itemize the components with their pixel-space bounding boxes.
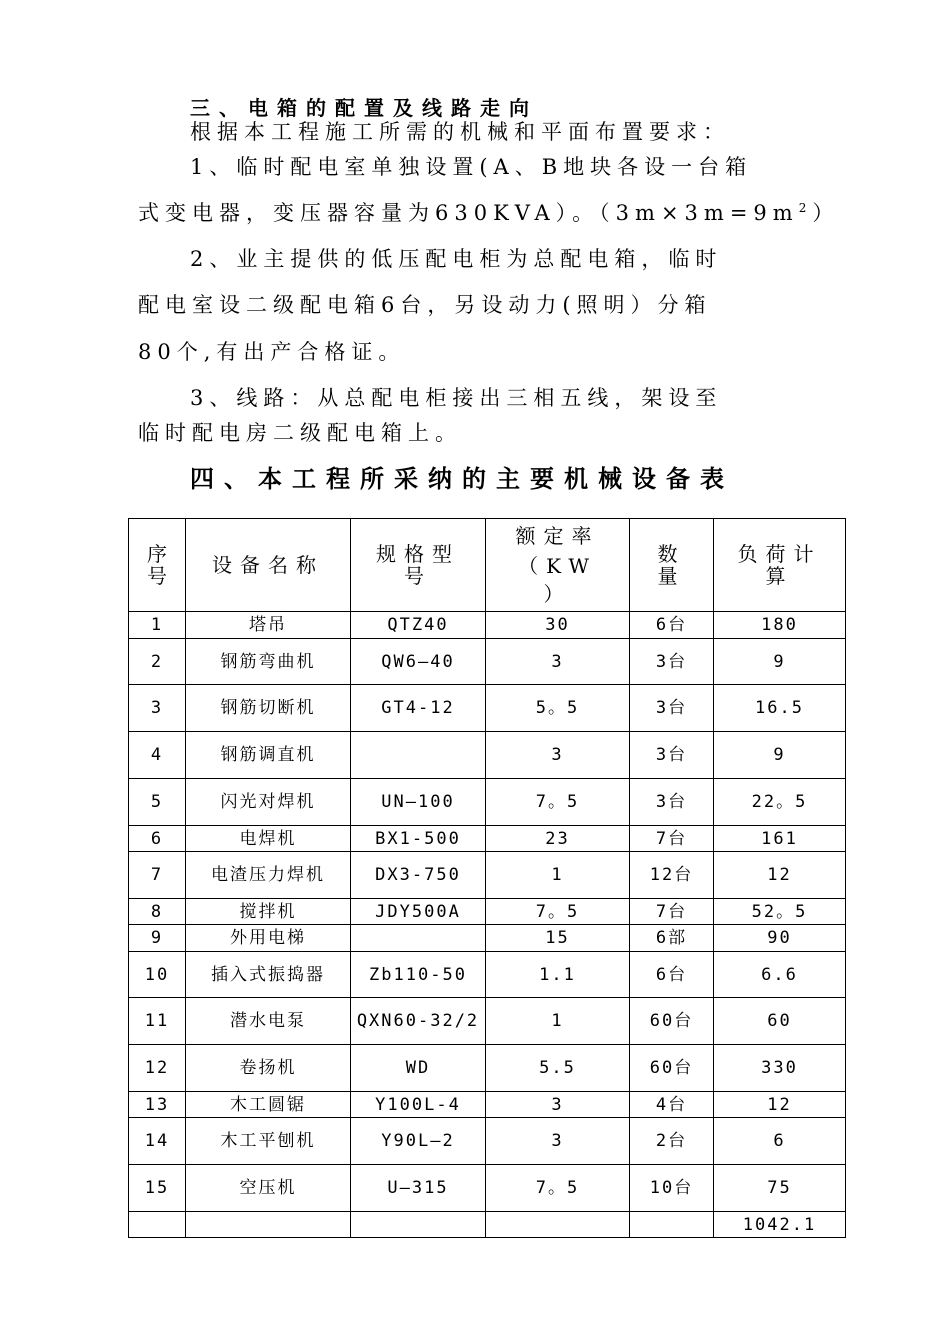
row-rate: 7。5: [486, 779, 630, 826]
item2-line2: 配电室设二级配电箱6台，另设动力(照明）分箱: [138, 293, 712, 317]
item3-line2: 临时配电房二级配电箱上。: [138, 421, 462, 445]
table-row: [129, 925, 846, 952]
row-load: 22。5: [714, 779, 846, 826]
row-qty: 6台: [630, 952, 714, 998]
table-row: [129, 1118, 846, 1165]
table-row: [129, 852, 846, 899]
row-load: 12: [714, 1092, 846, 1118]
row-model: QTZ40: [351, 612, 486, 639]
row-name: 木工平刨机: [186, 1118, 351, 1165]
row-name: 插入式振捣器: [186, 952, 351, 998]
header-no: 序号: [129, 519, 186, 612]
row-name: [186, 1212, 351, 1238]
row-name: 闪光对焊机: [186, 779, 351, 826]
row-model: QW6—40: [351, 639, 486, 685]
row-model: WD: [351, 1045, 486, 1092]
row-name: 电焊机: [186, 826, 351, 852]
row-rate: 3: [486, 1092, 630, 1118]
row-no: 14: [129, 1118, 186, 1165]
row-name: 搅拌机: [186, 899, 351, 925]
superscript: 2: [798, 201, 813, 215]
row-name: 空压机: [186, 1165, 351, 1212]
row-name: 外用电梯: [186, 925, 351, 952]
row-name: 潜水电泵: [186, 998, 351, 1045]
row-rate: 3: [486, 732, 630, 779]
table-row: [129, 952, 846, 998]
row-model: QXN60-32/2: [351, 998, 486, 1045]
row-no: [129, 1212, 186, 1238]
row-no: 15: [129, 1165, 186, 1212]
total-row: [129, 1212, 846, 1238]
row-name: 木工圆锯: [186, 1092, 351, 1118]
row-qty: 60台: [630, 998, 714, 1045]
row-model: Zb110-50: [351, 952, 486, 998]
row-load: 180: [714, 612, 846, 639]
row-model: GT4-12: [351, 685, 486, 732]
row-model: Y90L—2: [351, 1118, 486, 1165]
table-row: [129, 639, 846, 685]
section3-heading: 三、电箱的配置及线路走向: [190, 96, 538, 120]
table-row: [129, 998, 846, 1045]
table-header-row: [129, 519, 846, 612]
item1-line1: 1、临时配电室单独设置(A、B地块各设一台箱: [190, 155, 753, 179]
header-name: 设备名称: [186, 519, 351, 612]
header-rate-line2: （KW: [518, 554, 597, 578]
table-row: [129, 826, 846, 852]
table-row: [129, 1045, 846, 1092]
row-no: 2: [129, 639, 186, 685]
table-row: [129, 779, 846, 826]
row-name: 钢筋弯曲机: [186, 639, 351, 685]
row-rate: [486, 1212, 630, 1238]
row-rate: 3: [486, 1118, 630, 1165]
row-rate: 3: [486, 639, 630, 685]
row-no: 1: [129, 612, 186, 639]
row-name: 钢筋调直机: [186, 732, 351, 779]
row-rate: 5.5: [486, 1045, 630, 1092]
row-no: 5: [129, 779, 186, 826]
item1-line2-text: 式变电器，变压器容量为630KVA）。（3m×3m=9m: [138, 201, 799, 225]
section3-intro: 根据本工程施工所需的机械和平面布置要求：: [190, 120, 730, 144]
row-model: UN—100: [351, 779, 486, 826]
row-rate: 1: [486, 852, 630, 899]
row-qty: 3台: [630, 732, 714, 779]
row-name: 塔吊: [186, 612, 351, 639]
row-load: 9: [714, 639, 846, 685]
item1-line2: [138, 197, 839, 227]
item2-line1: 2、业主提供的低压配电柜为总配电箱，临时: [190, 247, 723, 271]
row-qty: 60台: [630, 1045, 714, 1092]
row-no: 4: [129, 732, 186, 779]
row-load: 75: [714, 1165, 846, 1212]
row-qty: 3台: [630, 779, 714, 826]
row-no: 6: [129, 826, 186, 852]
row-load: 9: [714, 732, 846, 779]
item3-line1: 3、线路：从总配电柜接出三相五线，架设至: [190, 386, 723, 410]
row-qty: [630, 1212, 714, 1238]
row-no: 10: [129, 952, 186, 998]
row-load: 90: [714, 925, 846, 952]
row-qty: 6部: [630, 925, 714, 952]
row-no: 9: [129, 925, 186, 952]
equipment-table: [128, 518, 846, 1238]
row-model: U—315: [351, 1165, 486, 1212]
table-row: [129, 612, 846, 639]
row-load: 1042.1: [714, 1212, 846, 1238]
row-name: 钢筋切断机: [186, 685, 351, 732]
row-model: [351, 1212, 486, 1238]
row-model: BX1-500: [351, 826, 486, 852]
row-name: 卷扬机: [186, 1045, 351, 1092]
row-no: 8: [129, 899, 186, 925]
item1-line2-close: ）: [812, 201, 840, 225]
row-qty: 4台: [630, 1092, 714, 1118]
row-no: 7: [129, 852, 186, 899]
row-rate: 1.1: [486, 952, 630, 998]
row-load: 12: [714, 852, 846, 899]
header-model: 规格型号: [351, 519, 486, 612]
row-qty: 3台: [630, 685, 714, 732]
row-qty: 12台: [630, 852, 714, 899]
row-model: [351, 925, 486, 952]
row-no: 12: [129, 1045, 186, 1092]
row-rate: 1: [486, 998, 630, 1045]
row-load: 52。5: [714, 899, 846, 925]
row-model: Y100L-4: [351, 1092, 486, 1118]
row-rate: 5。5: [486, 685, 630, 732]
header-load: 负荷计算: [714, 519, 846, 612]
section4-heading: 四、本工程所采纳的主要机械设备表: [190, 465, 734, 493]
header-rate-line3: ）: [543, 582, 572, 606]
row-qty: 3台: [630, 639, 714, 685]
row-qty: 7台: [630, 826, 714, 852]
row-model: JDY500A: [351, 899, 486, 925]
row-no: 3: [129, 685, 186, 732]
row-load: 16.5: [714, 685, 846, 732]
row-qty: 10台: [630, 1165, 714, 1212]
table-row: [129, 685, 846, 732]
row-no: 11: [129, 998, 186, 1045]
row-load: 161: [714, 826, 846, 852]
table-row: [129, 899, 846, 925]
item2-line3: 80个,有出产合格证。: [138, 340, 406, 364]
header-qty: 数量: [630, 519, 714, 612]
row-rate: 30: [486, 612, 630, 639]
row-load: 6: [714, 1118, 846, 1165]
row-name: 电渣压力焊机: [186, 852, 351, 899]
header-rate-line1: 额定率: [515, 524, 600, 548]
row-load: 330: [714, 1045, 846, 1092]
row-rate: 7。5: [486, 899, 630, 925]
row-model: [351, 732, 486, 779]
row-rate: 15: [486, 925, 630, 952]
header-rate: [486, 519, 630, 612]
row-no: 13: [129, 1092, 186, 1118]
row-load: 6.6: [714, 952, 846, 998]
row-load: 60: [714, 998, 846, 1045]
row-rate: 7。5: [486, 1165, 630, 1212]
table-row: [129, 1092, 846, 1118]
row-qty: 6台: [630, 612, 714, 639]
table-row: [129, 732, 846, 779]
row-rate: 23: [486, 826, 630, 852]
row-model: DX3-750: [351, 852, 486, 899]
table-row: [129, 1165, 846, 1212]
row-qty: 7台: [630, 899, 714, 925]
row-qty: 2台: [630, 1118, 714, 1165]
